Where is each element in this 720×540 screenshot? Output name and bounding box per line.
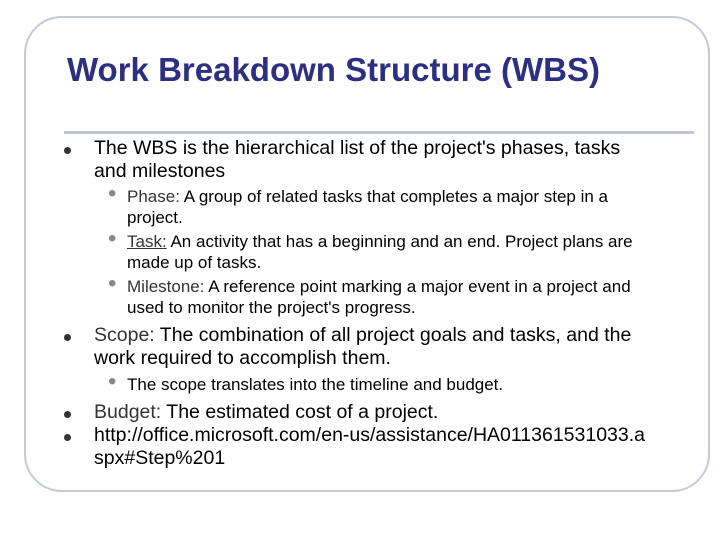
reference-url-text: http://office.microsoft.com/en-us/assistance/HA011361531033.aspx#Step%201 bbox=[94, 424, 646, 469]
term-label: Scope: bbox=[94, 324, 155, 346]
bullet-scope bbox=[0, 324, 654, 370]
bullet-dot-icon bbox=[64, 147, 71, 154]
bullet-wbs-definition bbox=[0, 137, 654, 183]
term-description: A group of related tasks that completes a major step in a project. bbox=[127, 187, 609, 227]
bullet-dot-icon bbox=[64, 411, 71, 418]
slide-title: Work Breakdown Structure (WBS) bbox=[67, 51, 600, 88]
subbullet-task bbox=[0, 225, 657, 273]
term-description: A reference point marking a major event in a project and used to monitor the project's progress. bbox=[127, 277, 631, 317]
sub-bullet-dot-icon: • bbox=[108, 225, 117, 252]
title-divider bbox=[64, 131, 694, 134]
bullet-dot-icon bbox=[64, 434, 71, 441]
bullet-text: The WBS is the hierarchical list of the project's phases, tasks and milestones bbox=[94, 137, 621, 182]
bullet-reference-url bbox=[0, 424, 654, 470]
term-description: The combination of all project goals and tasks, and the work required to accomplish them. bbox=[94, 324, 632, 369]
bullet-list bbox=[0, 137, 720, 470]
subbullet-scope-note bbox=[0, 368, 657, 395]
term-label: Phase: bbox=[127, 187, 180, 206]
bullet-dot-icon bbox=[64, 334, 71, 341]
term-label: Milestone: bbox=[127, 277, 205, 296]
term-label: Budget: bbox=[94, 401, 162, 423]
subbullet-phase bbox=[0, 180, 657, 228]
sub-bullet-dot-icon: • bbox=[108, 180, 117, 207]
bullet-budget bbox=[0, 401, 654, 424]
subbullet-milestone bbox=[0, 270, 657, 318]
sub-bullet-dot-icon: • bbox=[108, 270, 117, 297]
bullet-text: The scope translates into the timeline and budget. bbox=[127, 375, 504, 394]
term-description: An activity that has a beginning and an end. Project plans are made up of tasks. bbox=[127, 232, 633, 272]
term-description: The estimated cost of a project. bbox=[161, 401, 439, 423]
sub-bullet-dot-icon: • bbox=[108, 368, 117, 395]
term-label: Task: bbox=[127, 232, 167, 251]
